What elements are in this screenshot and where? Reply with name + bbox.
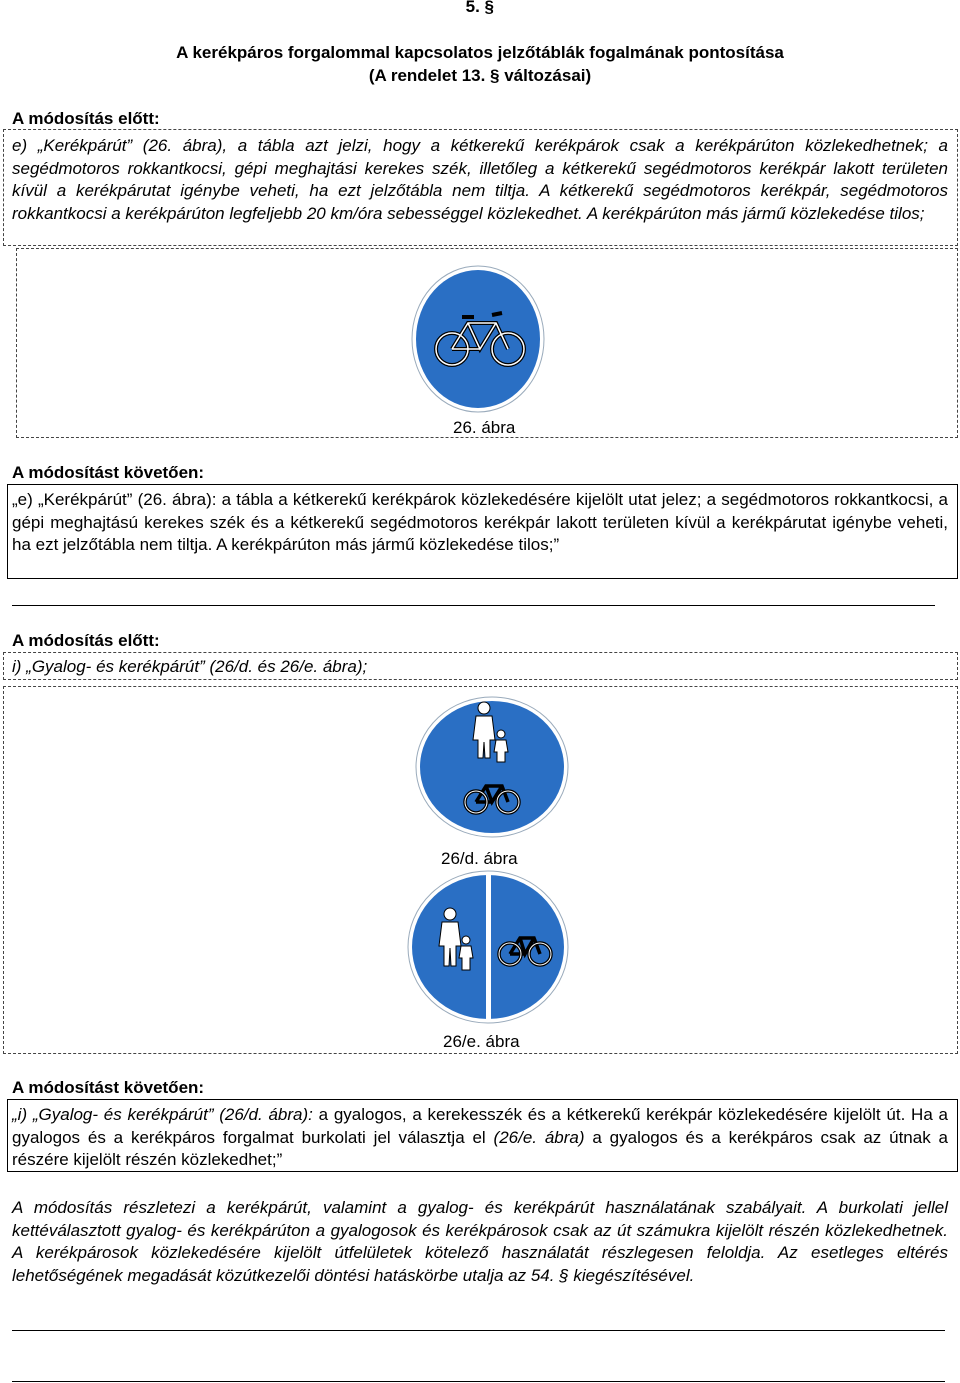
page-number: 5. § [465,0,494,16]
figure-26d-caption: 26/d. ábra [441,849,518,868]
section1-after-heading: A módosítást követően: [12,463,205,482]
section2-after-ref: (26/e. ábra) [493,1127,585,1147]
section2-after-prefix: „i) „Gyalog- és kerékpárút” (26/d. ábra): [12,1105,313,1124]
section-divider [12,605,935,606]
section2-after-text [12,1104,948,1172]
document-subtitle: (A rendelet 13. § változásai) [368,66,592,85]
pedestrian-bicycle-sign-icon [412,694,572,840]
section2-after-heading: A módosítást követően: [12,1078,205,1097]
section2-before-heading: A módosítás előtt: [12,631,160,650]
figure-26-caption: 26. ábra [453,418,516,437]
section1-before-text: e) „Kerékpárút” (26. ábra), a tábla azt jelzi, hogy a kétkerekű kerékpárok csak a kerékpárúton közlekedhetnek; a segédmotoros rokkantkocsi, gépi meghajtási kerekes szék, illetőleg a kétkerekű segédmotoros kerékpár lakott területen kívül a kerékpárutat igénybe veheti, ha ezt jelzőtábla nem tiltja. A kétkerekű segédmotoros kerékpár, segédmotoros rokkantkocsi a kerékpárúton legfeljebb 20 km/óra sebességgel közlekedhet. A kerékpárúton más jármű közlekedése tilos; [12,136,948,223]
document-title: A kerékpáros forgalommal kapcsolatos jelzőtáblák fogalmának pontosítása [176,43,784,62]
section2-after-tail: a gyalogos és a kerékpáros csak az útnak a részére kijelölt részén közlekedhet;” [12,1127,948,1169]
summary-text: A módosítás részletezi a kerékpárút, valamint a gyalog- és kerékpárút használatának szabályait. A burkolati jellel kettéválasztott gyalog- és kerékpárúton a gyalogosok és kerékpárosok csak az út számukra kijelölt részén közlekedhetnek. A kerékpárosok közlekedésére kijelölt útfelületek kötelező használatát részlegesen feloldja. Az esetleges eltérés lehetőségének megadását közútkezelői döntési hatáskörbe utalja az 54. § kiegészítésével. [12,1198,948,1285]
split-pedestrian-bicycle-sign-icon [404,868,572,1026]
footer-divider [12,1330,945,1331]
bicycle-sign-icon [408,263,548,415]
section2-after-mid: a gyalogos, a kerekesszék és a kétkerekű kerékpár közlekedésére kijelölt út. Ha a gyalogos és a kerékpáros forgalmat burkolati jel választja el [12,1105,948,1147]
section2-before-text: i) „Gyalog- és kerékpárút” (26/d. és 26/e. ábra); [12,657,368,676]
figure-26e-caption: 26/e. ábra [443,1032,520,1051]
section1-before-heading: A módosítás előtt: [12,109,160,128]
bottom-divider [12,1381,945,1382]
section1-after-text: „e) „Kerékpárút” (26. ábra): a tábla a kétkerekű kerékpárok közlekedésére kijelölt utat jelez; a segédmotoros rokkantkocsi, a gépi meghajtású kerekes szék és a kétkerekű segédmotoros kerékpár lakott területen kívül a kerékpárutat igénybe veheti, ha ezt jelzőtábla nem tiltja. A kerékpárúton más jármű közlekedése tilos;” [12,490,948,554]
